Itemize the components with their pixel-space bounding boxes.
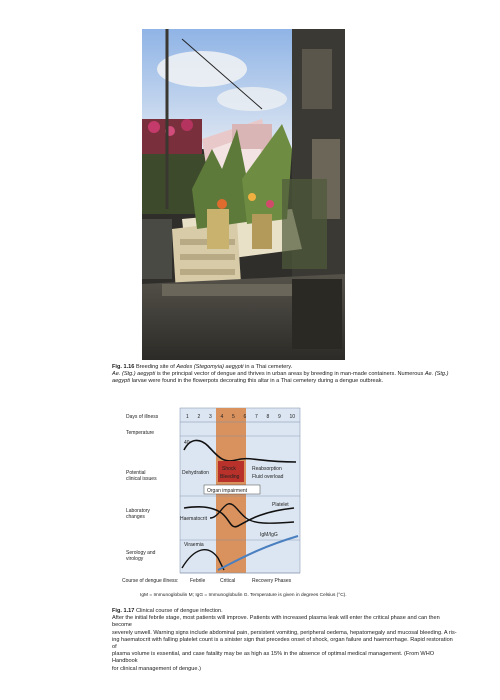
fig-1-16-title-species: Aedes (Stegomyia) aegypti [176,364,244,370]
fig-1-17-line: plasma volume is essential, and case fatality may be as high as 15% in the absence of optimal medical management. (From WHO Handbook [112,651,435,665]
fig-1-16-line1-species: Ae. (Stg.) aegypti [112,371,156,378]
photo-illustration [142,29,345,360]
fig-1-17-label: Fig. 1.17 [112,608,135,614]
cemetery-altar-photo [142,29,345,360]
phase-febrile-label: Febrile [190,578,206,584]
fig-1-17-line: for clinical management of dengue.) [112,665,201,672]
fig-1-16-line2-species: aegypti [112,378,131,385]
platelet-label: Platelet [272,502,289,508]
fig-1-17-title-line [112,608,457,615]
fig-1-17-caption [112,608,457,673]
course-label: Course of dengue illness: [122,578,179,584]
fig-1-16-title-post: in a Thai cemetery. [243,364,293,370]
day-number: 10 [289,414,296,420]
fig-1-16-label: Fig. 1.16 [112,364,135,370]
fig-1-17-title: Clinical course of dengue infection. [134,608,223,614]
lab-changes-label-2: changes [126,514,145,520]
temperature-value: 40 [184,440,190,446]
fig-1-16-text-line-1 [112,371,457,378]
viraemia-label: Viraemia [184,542,204,548]
fig-1-17-line: After the initial febrile stage, most patients will improve. Patients with increased plasma leak will enter the critical phase and can then become [112,615,440,629]
fig-1-17-line: ing haematocrit with falling platelet count is a sinister sign that precedes onset of shock, organ failure and haemorrhage. Rapid restoration of [112,636,453,651]
fig-1-16-line1-species2: Ae. (Stg.) [424,371,449,378]
lab-changes-label-1: Laboratory [126,508,150,514]
serology-label-2: virology [126,556,144,562]
fig-1-16-text-line-2 [112,378,457,385]
day-number: 6 [243,414,247,420]
day-number: 2 [197,414,201,420]
fig-1-16-line1-text: is the principal vector of dengue and thrives in urban areas by breeding in man-made containers. Numerous [155,371,425,378]
fig-1-17-line: severely unwell. Warning signs include abdominal pain, persistent vomiting, peripheral oedema, hepatomegaly and mucosal bleeding. A ris- [112,629,457,636]
phase-recovery-label: Recovery Phases [252,578,292,584]
day-number: 4 [220,414,224,420]
phase-critical-label: Critical [220,578,236,584]
day-number: 7 [255,414,258,420]
fig-1-16-caption [112,364,457,386]
bleeding-label: Bleeding [220,474,240,480]
clinical-issues-label-2: clinical issues [126,476,157,482]
fig-1-16-title-pre: Breeding site of [134,364,177,370]
day-number: 3 [209,414,212,420]
organ-impairment-label: Organ impairment [207,488,248,494]
fig-1-16-title-line [112,364,457,371]
dengue-course-diagram [118,408,358,593]
serology-label-1: Serology and [126,550,156,556]
day-number: 8 [266,414,270,420]
days-of-illness-label: Days of illness [126,414,159,420]
day-number: 5 [232,414,235,420]
fig-1-16-line2-text: larvae were found in the flowerpots decorating this altar in a Thai cemetery during a dengue outbreak. [130,378,384,385]
shock-label: Shock [222,466,236,472]
temperature-label: Temperature [126,430,155,436]
day-number: 1 [186,414,189,420]
reabsorption-label: Reabsorption [252,466,282,472]
day-number: 9 [278,414,281,420]
dehydration-label: Dehydration [182,470,209,476]
haematocrit-label: Haematocrit [180,516,207,522]
fluid-overload-label: Fluid overload [252,474,284,480]
diagram-footnote: IgM = Immunoglobulin M; IgG = Immunoglobulin G. Temperature is given in degrees Celsius (°C). [140,593,347,598]
clinical-issues-label-1: Potential [126,470,146,476]
igm-igg-label: IgM/IgG [260,532,278,538]
